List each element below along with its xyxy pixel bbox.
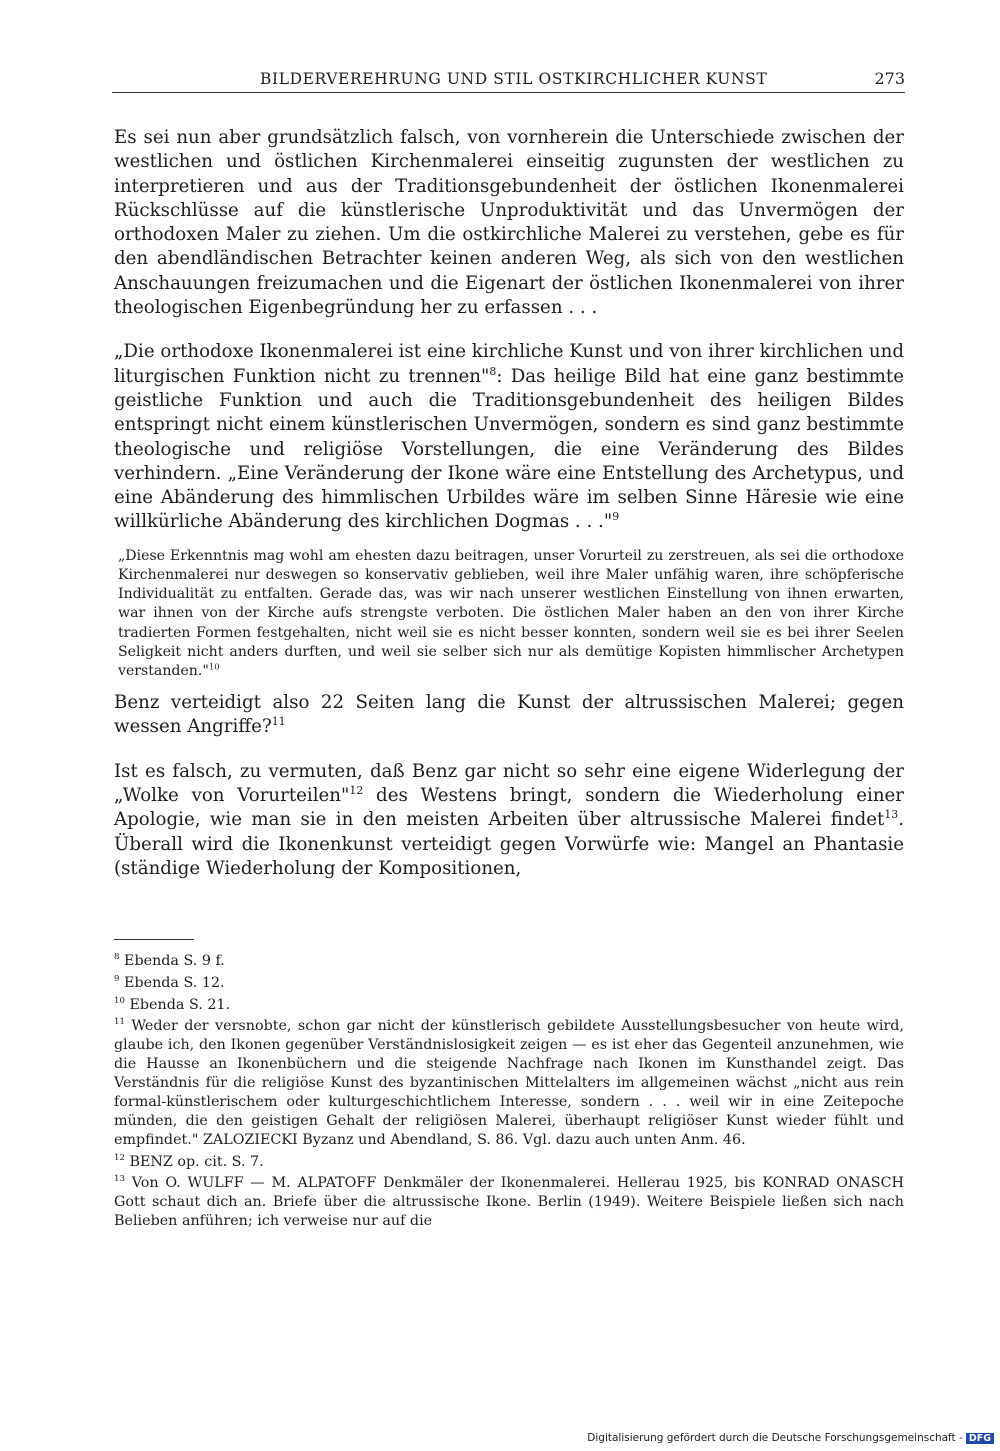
footnote: $^{12}$ BENZ op. cit. S. 7. xyxy=(114,1153,264,1170)
paragraph: Es sei nun aber grundsätzlich falsch, von vornherein die Unterschiede zwischen der westlichen und östlichen Kirchenmalerei einseitig zugunsten der westlichen zu interpretieren und aus der Traditionsgebundenheit der östlichen Ikonenmalerei Rückschlüsse auf die künstlerische Unproduktivität und das Unvermögen der orthodoxen Maler zu ziehen. Um die ostkirchliche Malerei zu verstehen, gebe es für den abendländischen Betrachter keinen anderen Weg, als sich von den westlichen Anschauungen freizumachen und die Eigenart der östlichen Ikonenmalerei von ihrer theologischen Eigenbegründung her zu erfassen . . . xyxy=(114,127,904,319)
footnote-ref: 8 xyxy=(489,364,497,378)
running-header xyxy=(112,68,905,94)
footnote-ref: 12 xyxy=(349,784,364,797)
header-rule xyxy=(112,92,905,93)
footnote: $^{13}$ Von O. WULFF — M. ALPATOFF Denkmäler der Ikonenmalerei. Hellerau 1925, bis KONRAD ONASCH Gott schaut dich an. Briefe über die altrussische Ikone. Berlin (1949). Weitere Beispiele ließen sich nach Belieben anführen; ich verweise nur auf die xyxy=(114,1174,904,1229)
dfg-logo: DFG xyxy=(966,1433,994,1444)
footnote: $^{11}$ Weder der versnobte, schon gar nicht der künstlerisch gebildete Ausstellungsbesucher von heute wird, glaube ich, den Ikonen gegenüber Verständnislosigkeit zeigen — es ist eher das Gegenteil anzunehmen, wie die Hausse an Ikonenbüchern und die steigende Nachfrage nach Ikonen im Kunsthandel zeigt. Das Verständnis für die religiöse Kunst des byzantinischen Mittelalters im allgemeinen wächst „nicht aus rein formal-künstlerischem oder kulturgeschichtlichem Interesse, sondern . . . weil wir in eine Zeitepoche münden, die den geistigen Gehalt der religiösen Malerei, überhaupt religiöser Kunst wieder fühlt und empfindet." ZALOZIECKI Byzanz und Abendland, S. 86. Vgl. dazu auch unten Anm. 46. xyxy=(114,1017,904,1148)
footnote-number: 13 xyxy=(114,1174,125,1185)
footnote-ref: 13 xyxy=(884,808,899,822)
footnote-number: 8 xyxy=(114,952,120,963)
footnote-number: 10 xyxy=(114,996,125,1007)
footnote-number: 12 xyxy=(114,1153,125,1164)
paragraph: „Die orthodoxe Ikonenmalerei ist eine kirchliche Kunst und von ihrer kirchlichen und liturgischen Funktion nicht zu trennen"$^8$: Das heilige Bild hat eine ganz bestimmte geistliche Funktion und auch die Traditionsgebundenheit des heiligen Bildes entspringt nicht einem künstlerischen Unvermögen, sondern es sind ganz bestimmte theologische und religiöse Vorstellungen, die eine Veränderung des Bildes verhindern. „Eine Veränderung der Ikone wäre eine Entstellung des Archetypus, und eine Abänderung des himmlischen Urbildes wäre im selben Sinne Häresie wie eine willkürliche Abänderung des kirchlichen Dogmas . . ."$^9$ xyxy=(114,341,904,533)
footnote: $^{10}$ Ebenda S. 21. xyxy=(114,996,231,1013)
footnotes xyxy=(114,951,904,1231)
footnote-number: 9 xyxy=(114,974,120,985)
footnote-ref: 9 xyxy=(612,510,620,524)
footnote-rule xyxy=(114,939,194,940)
paragraph: Benz verteidigt also 22 Seiten lang die Kunst der altrussischen Malerei; gegen wessen Angriffe?$^{11}$ xyxy=(114,692,904,738)
main-text xyxy=(114,126,904,881)
footnote-ref: 11 xyxy=(271,715,286,729)
digitization-credit xyxy=(587,1432,994,1444)
footnote-number: 11 xyxy=(114,1017,125,1028)
running-title: BILDERVEREHRUNG UND STIL OSTKIRCHLICHER KUNST xyxy=(260,70,768,88)
page-number: 273 xyxy=(874,69,905,88)
paragraph: Ist es falsch, zu vermuten, daß Benz gar nicht so sehr eine eigene Widerlegung der „Wolke von Vorurteilen"$^{12}$ des Westens bringt, sondern die Wiederholung einer Apologie, wie man sie in den meisten Arbeiten über altrussische Malerei findet$^{13}$. Überall wird die Ikonenkunst verteidigt gegen Vorwürfe wie: Mangel an Phantasie (ständige Wiederholung der Kompositionen, xyxy=(114,760,904,879)
footnote: $^8$ Ebenda S. 9 f. xyxy=(114,952,225,969)
footnote-ref: 10 xyxy=(208,661,220,672)
block-quote: „Diese Erkenntnis mag wohl am ehesten dazu beitragen, unser Vorurteil zu zerstreuen, als sei die orthodoxe Kirchenmalerei nur deswegen so konservativ geblieben, weil ihre Maler unfähig waren, ihre schöpferische Individualität zu entfalten. Gerade das, was wir nach unserer westlichen Einstellung von ihnen erwarten, war ihnen von der Kirche aufs strengste verboten. Die östlichen Maler haben an den von ihrer Kirche tradierten Formen festgehalten, nicht weil sie es nicht besser konnten, sondern weil sie es bei ihrer Seelen Seligkeit nicht anders durften, und weil sie selber sich nur als demütige Kopisten himmlischer Archetypen verstanden."$^{10}$ xyxy=(118,547,904,679)
footnote: $^9$ Ebenda S. 12. xyxy=(114,974,225,991)
credit-text: Digitalisierung gefördert durch die Deutsche Forschungsgemeinschaft - xyxy=(587,1432,963,1444)
